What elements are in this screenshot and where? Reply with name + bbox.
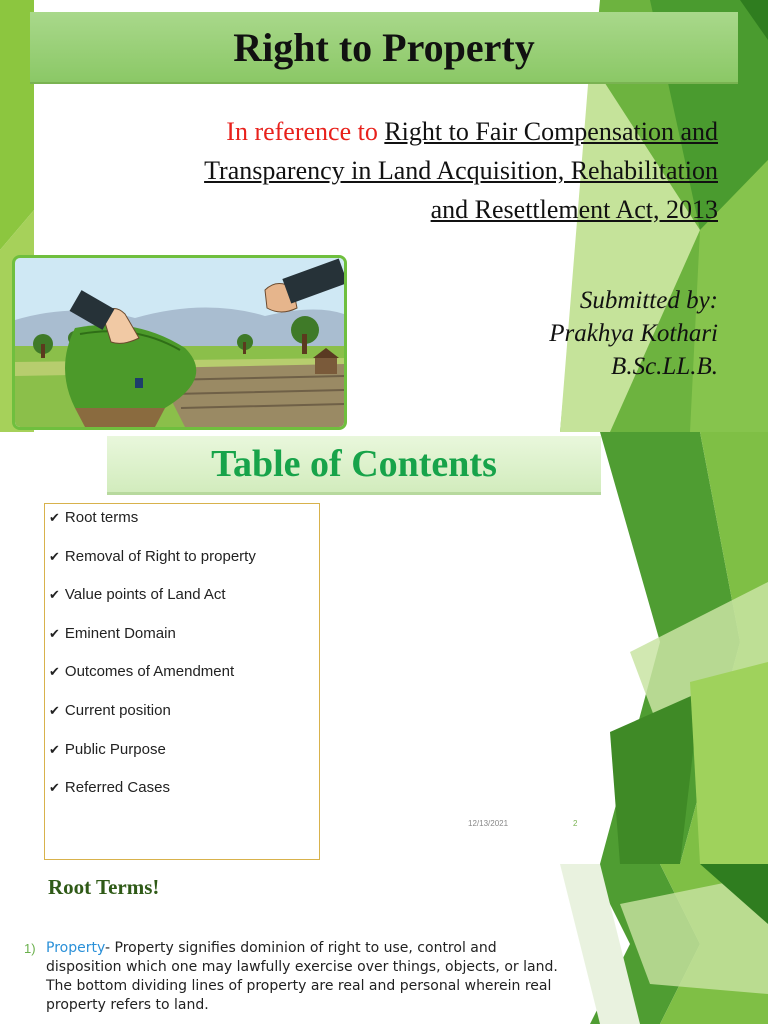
check-icon: ✔ xyxy=(49,741,60,757)
toc-title: Table of Contents xyxy=(211,443,497,485)
slide-number: 2 xyxy=(573,819,578,828)
author-degree: B.Sc.LL.B. xyxy=(611,353,718,380)
act-name-line-3: and Resettlement Act, 2013 xyxy=(430,195,718,224)
slide-date: 12/13/2021 xyxy=(468,819,509,828)
slide-3 xyxy=(0,864,768,1024)
term-definition: - Property signifies dominion of right to use, control and disposition which one may lawfully exercise over things, objects, or land. The bottom dividing lines of property are real and personal wherein real property refers to land. xyxy=(46,940,558,1013)
slide-1 xyxy=(0,0,768,432)
submitted-label: Submitted by: xyxy=(579,287,718,314)
toc-item: ✔ Public Purpose xyxy=(49,740,166,758)
toc-title-bar xyxy=(107,436,601,495)
check-icon: ✔ xyxy=(49,664,60,680)
check-icon: ✔ xyxy=(49,548,60,564)
definition-paragraph xyxy=(46,939,566,1015)
toc-item: ✔ Value points of Land Act xyxy=(49,586,226,604)
slide-title: Right to Property xyxy=(233,24,535,70)
land-acquisition-illustration xyxy=(12,255,347,430)
toc-item: ✔ Outcomes of Amendment xyxy=(49,663,235,681)
term-property: Property xyxy=(46,940,105,956)
check-icon: ✔ xyxy=(49,587,60,603)
check-icon: ✔ xyxy=(49,625,60,641)
submission-details xyxy=(450,284,718,383)
toc-item: ✔ Eminent Domain xyxy=(49,624,176,642)
subtitle-prefix: In reference to xyxy=(226,117,378,146)
toc-item: ✔ Referred Cases xyxy=(49,779,170,797)
slide-2 xyxy=(0,432,768,864)
subtitle xyxy=(70,112,718,229)
check-icon: ✔ xyxy=(49,780,60,796)
act-name-line-2: Transparency in Land Acquisition, Rehabilitation xyxy=(204,156,718,185)
title-bar xyxy=(30,12,738,84)
act-name-line-1: Right to Fair Compensation and xyxy=(384,117,718,146)
toc-item: ✔ Root terms xyxy=(49,509,139,526)
list-number: 1) xyxy=(24,941,36,956)
author-name: Prakhya Kothari xyxy=(549,320,718,347)
root-terms-title: Root Terms! xyxy=(48,875,160,899)
check-icon: ✔ xyxy=(49,702,60,718)
toc-list xyxy=(44,503,320,860)
toc-item: ✔ Current position xyxy=(49,701,171,719)
toc-item: ✔ Removal of Right to property xyxy=(49,547,256,565)
check-icon: ✔ xyxy=(49,510,60,525)
